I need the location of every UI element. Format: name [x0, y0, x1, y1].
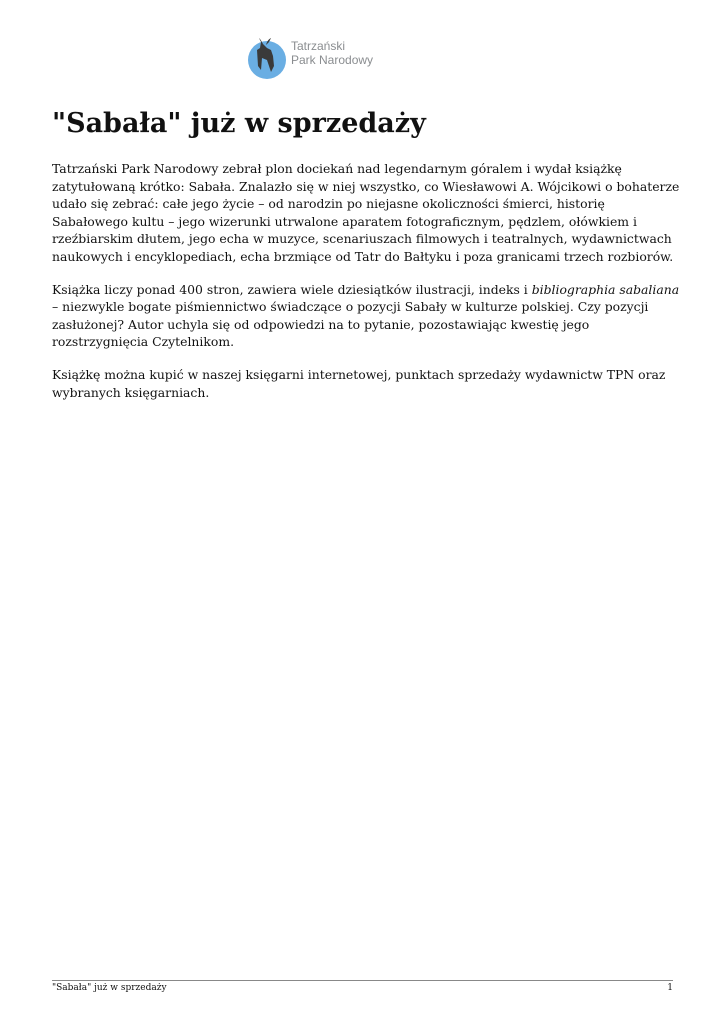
- page-number: 1: [667, 983, 673, 993]
- paragraph-2-text-b: – niezwykle bogate piśmiennictwo świadczące o pozycji Sabały w kulturze polskiej. Czy pozycji zasłużonej? Autor uchyla się od odpowiedzi na to pytanie, pozostawiając kwestię jego rozstrzygnięcia Czytelnikom.: [52, 299, 649, 350]
- page-title: "Sabała" już w sprzedaży: [52, 108, 426, 139]
- chamois-icon: [247, 36, 287, 80]
- logo-line-2: Park Narodowy: [291, 53, 374, 67]
- footer-divider: [52, 980, 673, 981]
- paragraph-2-italic: bibliographia sabaliana: [531, 281, 680, 297]
- tpn-logo: [247, 36, 397, 82]
- paragraph-1: Tatrzański Park Narodowy zebrał plon dociekań nad legendarnym góralem i wydał książkę zatytułowaną krótko: Sabała. Znalazło się w niej wszystko, co Wiesławowi A. Wójcikowi o bohaterze udało się zebrać: całe jego życie – od narodzin po niejasne okoliczności śmierci, historię Sabałowego kultu – jego wizerunki utrwalone aparatem fotograficznym, pędzlem, ołówkiem i rzeźbiarskim dłutem, jego echa w muzyce, scenariuszach filmowych i teatralnych, wydawnictwach naukowych i encyklopediach, echa brzmiące od Tatr do Bałtyku i poza granicami trzech rozbiorów.: [52, 161, 680, 264]
- logo-text: [291, 39, 373, 67]
- paragraph-2-text-a: Książka liczy ponad 400 stron, zawiera wiele dziesiątków ilustracji, indeks i: [52, 281, 532, 297]
- logo-line-1: Tatrzański: [291, 39, 346, 53]
- footer-title: "Sabała" już w sprzedaży: [52, 983, 167, 993]
- paragraph-2: [52, 281, 682, 351]
- article-body: [52, 160, 682, 416]
- paragraph-3: Książkę można kupić w naszej księgarni internetowej, punktach sprzedaży wydawnictw TPN oraz wybranych księgarniach.: [52, 366, 666, 400]
